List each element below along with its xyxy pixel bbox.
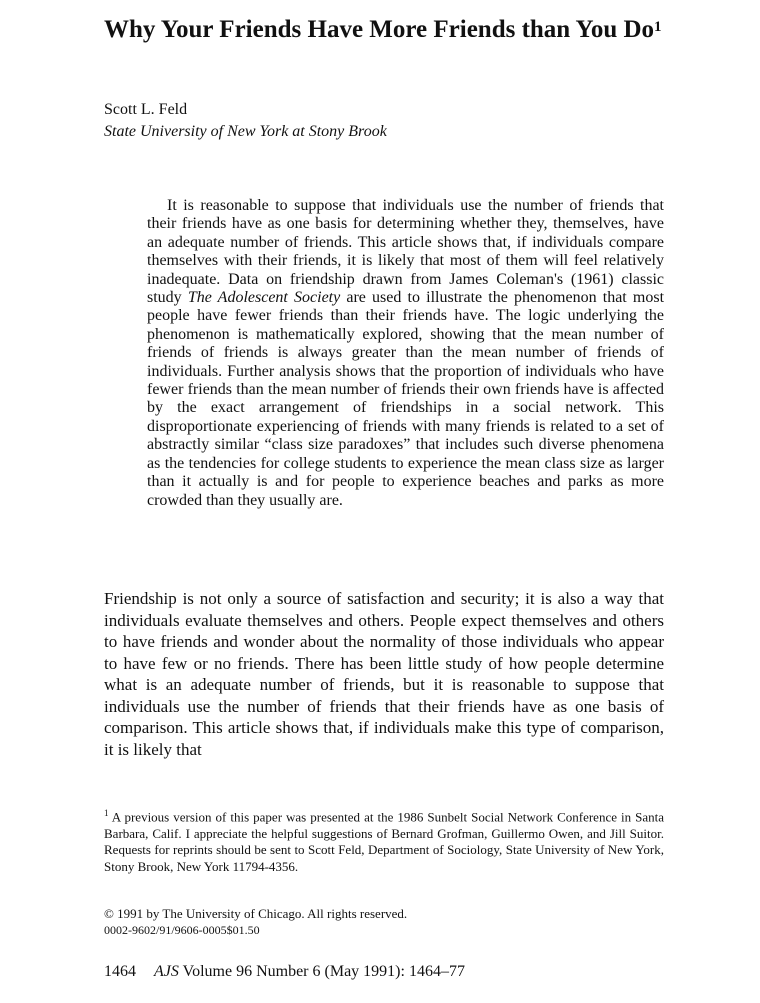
title-footnote-marker: 1 xyxy=(654,19,662,35)
abstract-paragraph xyxy=(147,197,664,510)
page-number: 1464 xyxy=(104,963,136,980)
journal-name: AJS xyxy=(154,963,179,980)
footnote-text: A previous version of this paper was presented at the 1986 Sunbelt Social Network Conference in Santa Barbara, Calif. I appreciate the helpful suggestions of Bernard Grofman, Guillermo Owen, and Jill Suitor. Requests for reprints should be sent to Scott Feld, Department of Sociology, State University of New York, Stony Brook, New York 11794-4356. xyxy=(104,809,664,874)
journal-citation: Volume 96 Number 6 (May 1991): 1464–77 xyxy=(182,963,465,980)
article-title-text: Why Your Friends Have More Friends than You Do xyxy=(104,16,655,43)
footnote xyxy=(104,805,664,875)
author-name: Scott L. Feld xyxy=(104,101,188,118)
footnote-marker: 1 xyxy=(104,808,109,818)
abstract-cited-work: The Adolescent Society xyxy=(187,289,341,307)
article-title xyxy=(104,14,704,46)
copyright-line: © 1991 by The University of Chicago. All rights reserved. xyxy=(104,906,408,921)
page-footer xyxy=(104,962,465,982)
article-code: 0002-9602/91/9606-0005$01.50 xyxy=(104,923,260,937)
body-paragraph: Friendship is not only a source of satisfaction and security; it is also a way that individuals evaluate themselves and others. People expect themselves and others to have friends and wonder about the normality of those individuals who appear to have few or no friends. There has been little study of how people determine what is an adequate number of friends, but it is reasonable to suppose that individuals use the number of friends that their friends have as one basis of comparison. This article shows that, if individuals make this type of comparison, it is likely that xyxy=(104,589,664,759)
abstract-text-part1: It is reasonable to suppose that individuals use the number of friends that their friends have as one basis for determining whether they, themselves, have an adequate number of friends. This article shows that, if individuals compare themselves with their friends, it is likely that most of them will feel relatively inadequate. Data on friendship drawn from James Coleman's (1961) classic study xyxy=(147,197,664,307)
abstract xyxy=(147,197,664,510)
abstract-text-part2: are used to illustrate the phenomenon that most people have fewer friends than their friends have. The logic underlying the phenomenon is mathematically explored, showing that the mean number of friends of friends is always greater than the mean number of friends of individuals. Further analysis shows that the proportion of individuals who have fewer friends than the mean number of friends their own friends have is affected by the exact arrangement of friendships in a social network. This disproportionate experiencing of friends with many friends is related to a set of abstractly similar “class size paradoxes” that includes such diverse phenomena as the tendencies for college students to experience the mean class size as larger than it actually is and for people to experience beaches and parks as more crowded than they usually are. xyxy=(147,289,665,509)
author-affiliation: State University of New York at Stony Brook xyxy=(104,123,387,140)
